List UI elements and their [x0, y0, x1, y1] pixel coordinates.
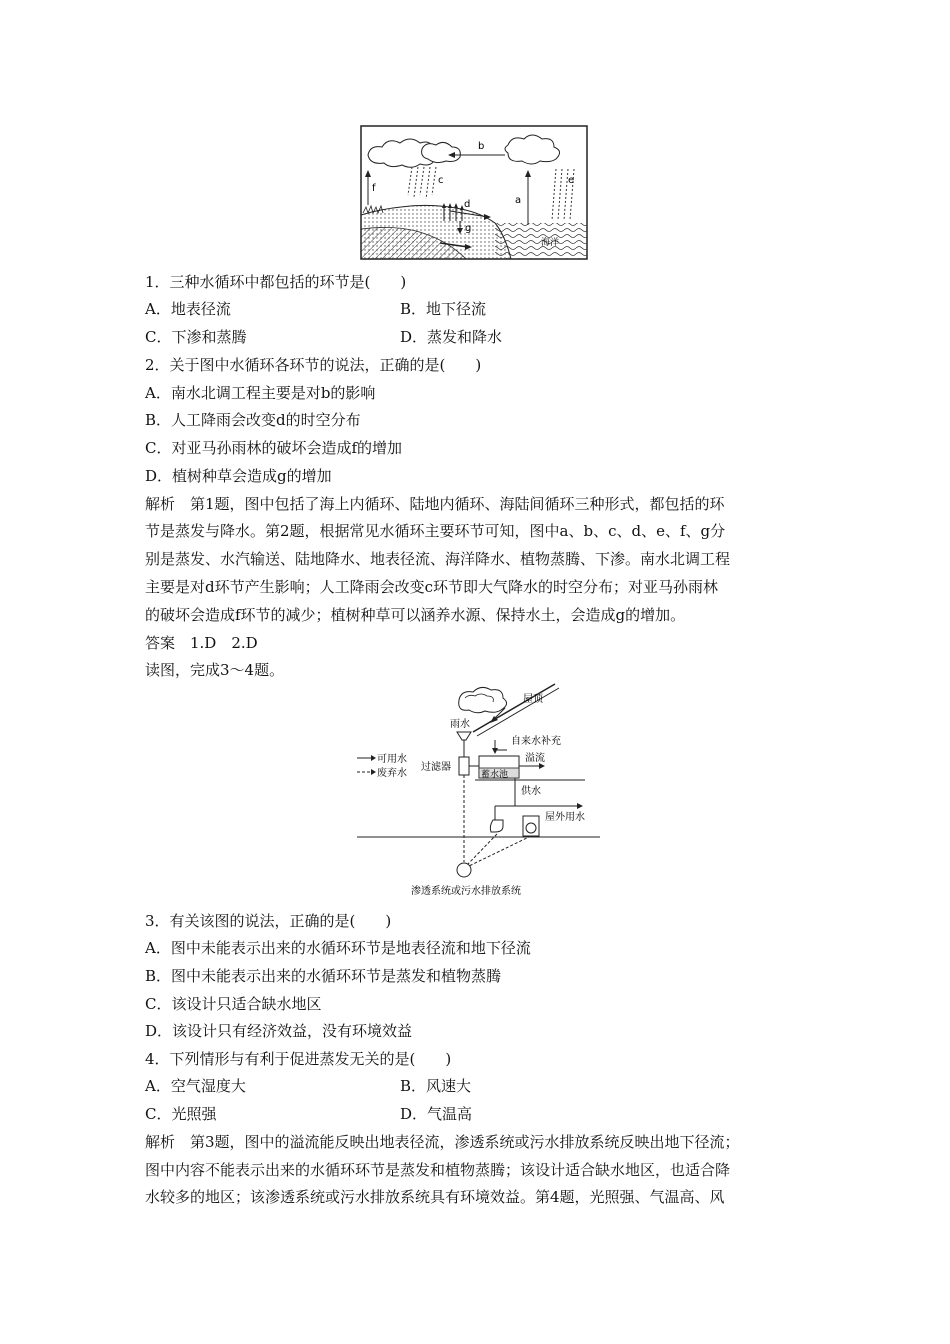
analysis1-line: 的破坏会造成f环节的减少；植树种草可以涵养水源、保持水土，会造成g的增加。 — [145, 606, 686, 624]
analysis2-line: 水较多的地区；该渗透系统或污水排放系统具有环境效益。第4题，光照强、气温高、风 — [145, 1188, 725, 1206]
q1-stem: 1．三种水循环中都包括的环节是( ) — [145, 273, 407, 291]
label-filter: 过滤器 — [421, 762, 451, 773]
label-b: b — [478, 141, 485, 152]
q3-stem: 3．有关该图的说法，正确的是( ) — [145, 912, 392, 930]
label-outdoor: 屋外用水 — [545, 812, 585, 823]
q3-option-a: A．图中未能表示出来的水循环环节是地表径流和地下径流 — [145, 939, 531, 957]
q1-option-a: A．地表径流 — [145, 300, 231, 318]
q3-option-b: B．图中未能表示出来的水循环环节是蒸发和植物蒸腾 — [145, 967, 502, 985]
q2-stem: 2．关于图中水循环各环节的说法，正确的是( ) — [145, 356, 482, 374]
analysis1-line: 别是蒸发、水汽输送、陆地降水、地表径流、海洋降水、植物蒸腾、下渗。南水北调工程 — [145, 550, 731, 568]
q2-option-c: C．对亚马孙雨林的破坏会造成f的增加 — [145, 439, 403, 457]
rainwater-system-diagram — [355, 682, 605, 904]
label-e: e — [568, 175, 575, 186]
analysis1-line: 主要是对d环节产生影响；人工降雨会改变c环节即大气降水的时空分布；对亚马孙雨林 — [145, 578, 719, 596]
label-rain: 雨水 — [450, 719, 470, 730]
q4-option-b: B．风速大 — [400, 1077, 472, 1095]
analysis2-line: 解析 第3题，图中的溢流能反映出地表径流，渗透系统或污水排放系统反映出地下径流； — [145, 1133, 740, 1151]
label-supply: 供水 — [521, 786, 541, 797]
label-tank: 蓄水池 — [481, 770, 509, 780]
q1-option-c: C．下渗和蒸腾 — [145, 328, 247, 346]
analysis1-line: 节是蒸发与降水。第2题，根据常见水循环主要环节可知，图中a、b、c、d、e、f、g分 — [145, 522, 726, 540]
label-f: f — [372, 183, 376, 194]
label-g: g — [465, 223, 472, 234]
label-a: a — [515, 195, 522, 206]
answer1: 答案 1.D 2.D — [145, 634, 258, 652]
label-overflow: 溢流 — [525, 753, 545, 764]
q2-option-b: B．人工降雨会改变d的时空分布 — [145, 411, 361, 429]
label-tap: 自来水补充 — [511, 736, 561, 747]
q4-option-d: D．气温高 — [400, 1105, 473, 1123]
water-cycle-figure — [360, 125, 588, 260]
analysis1-line: 解析 第1题，图中包括了海上内循环、陆地内循环、海陆间循环三种形式，都包括的环 — [145, 495, 725, 513]
q3-option-c: C．该设计只适合缺水地区 — [145, 995, 322, 1013]
q1-option-b: B．地下径流 — [400, 300, 487, 318]
q2-option-d: D．植树种草会造成g的增加 — [145, 467, 332, 485]
label-d: d — [464, 199, 471, 210]
q1-option-d: D．蒸发和降水 — [400, 328, 503, 346]
q4-option-a: A．空气湿度大 — [145, 1077, 246, 1095]
q3-option-d: D．该设计只有经济效益，没有环境效益 — [145, 1022, 413, 1040]
analysis2-line: 图中内容不能表示出来的水循环环节是蒸发和植物蒸腾；该设计适合缺水地区，也适合降 — [145, 1161, 731, 1179]
rainwater-system-figure — [355, 682, 605, 904]
label-roof: 屋顶 — [523, 694, 543, 705]
legend-waste: 废弃水 — [377, 768, 407, 779]
label-ocean: 海洋 — [541, 238, 560, 248]
intro-3-4: 读图，完成3～4题。 — [145, 661, 285, 679]
q4-option-c: C．光照强 — [145, 1105, 217, 1123]
water-cycle-diagram — [360, 125, 588, 260]
q2-option-a: A．南水北调工程主要是对b的影响 — [145, 384, 376, 402]
legend-usable: 可用水 — [377, 754, 407, 765]
label-c: c — [438, 175, 444, 186]
caption-seepage: 渗透系统或污水排放系统 — [411, 886, 521, 897]
q4-stem: 4．下列情形与有利于促进蒸发无关的是( ) — [145, 1050, 452, 1068]
